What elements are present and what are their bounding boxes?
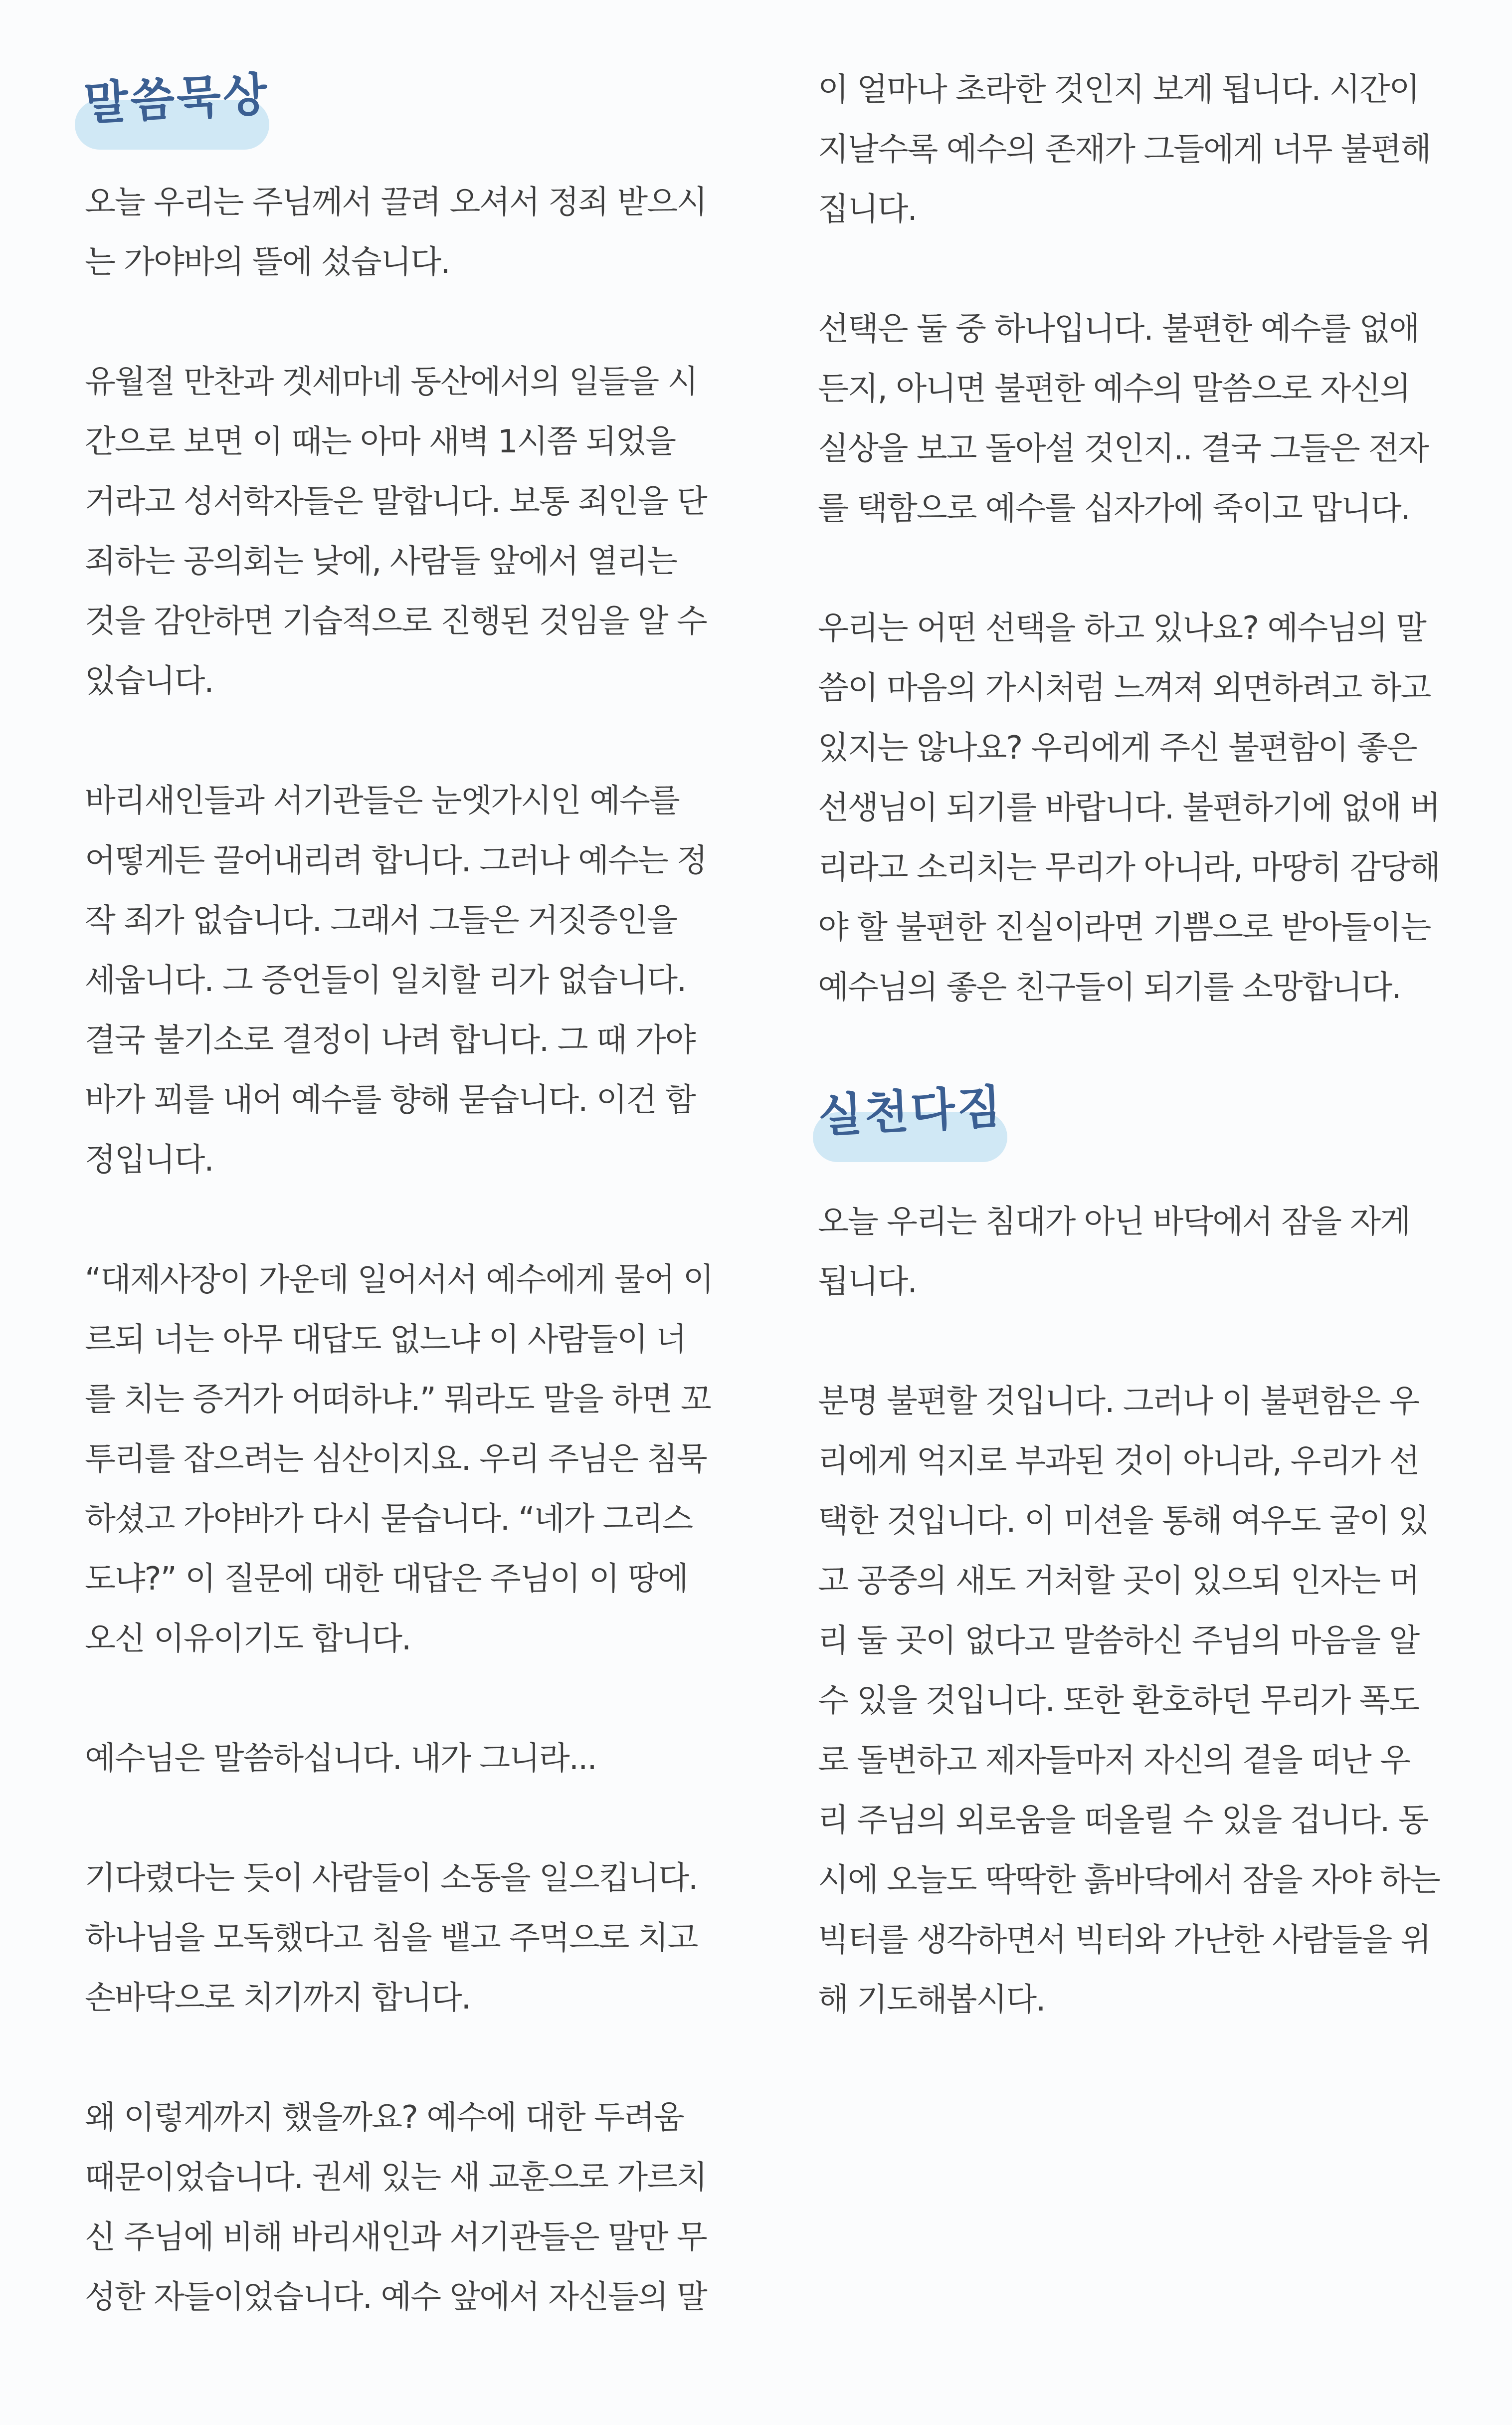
- text-line: 때문이었습니다. 권세 있는 새 교훈으로 가르치: [85, 2159, 707, 2196]
- text-line: 것을 감안하면 기습적으로 진행된 것임을 알 수: [85, 603, 707, 640]
- text-line: 하셨고 가야바가 다시 묻습니다. “네가 그리스: [85, 1501, 693, 1538]
- paragraph-spacer: [818, 239, 1506, 299]
- text-line: 오신 이유이기도 합니다.: [85, 1620, 411, 1657]
- text-line: 로 돌변하고 제자들마저 자신의 곁을 떠난 우: [818, 1742, 1410, 1779]
- paragraph-spacer: [818, 1312, 1506, 1372]
- text-line: 손바닥으로 치기까지 합니다.: [85, 1980, 470, 2017]
- text-line: 기다렸다는 듯이 사람들이 소동을 일으킵니다.: [85, 1860, 698, 1897]
- text-line: 리라고 소리치는 무리가 아니라, 마땅히 감당해: [818, 849, 1440, 886]
- paragraph: [818, 1192, 1506, 1312]
- text-line: 세웁니다. 그 증언들이 일치할 리가 없습니다.: [85, 962, 686, 999]
- text-line: 집니다.: [818, 191, 917, 228]
- text-line: 왜 이렇게까지 했을까요? 예수에 대한 두려움: [85, 2099, 684, 2136]
- text-line: 리 둘 곳이 없다고 말씀하신 주님의 마음을 알: [818, 1622, 1419, 1659]
- text-line: 실상을 보고 돌아설 것인지.. 결국 그들은 전자: [818, 430, 1428, 467]
- text-line: 야 할 불편한 진실이라면 기쁨으로 받아들이는: [818, 909, 1431, 946]
- text-line: 를 택함으로 예수를 십자가에 죽이고 맙니다.: [818, 490, 1410, 527]
- text-line: 선택은 둘 중 하나입니다. 불편한 예수를 없애: [818, 311, 1419, 348]
- paragraph: [85, 771, 773, 1190]
- text-line: 수 있을 것입니다. 또한 환호하던 무리가 폭도: [818, 1682, 1419, 1719]
- text-line: 리에게 억지로 부과된 것이 아니라, 우리가 선: [818, 1443, 1419, 1480]
- text-line: 빅터를 생각하면서 빅터와 가난한 사람들을 위: [818, 1922, 1431, 1959]
- paragraph: [85, 1848, 773, 2028]
- paragraph: [85, 352, 773, 711]
- text-line: 죄하는 공의회는 낮에, 사람들 앞에서 열리는: [85, 543, 677, 580]
- paragraph-spacer: [85, 1789, 773, 1848]
- right-bottom-body: [818, 1192, 1506, 2030]
- left-body: [85, 173, 773, 2327]
- text-line: 오늘 우리는 주님께서 끌려 오셔서 정죄 받으시: [85, 184, 707, 221]
- text-line: 오늘 우리는 침대가 아닌 바닥에서 잠을 자게: [818, 1204, 1410, 1240]
- text-line: 는 가야바의 뜰에 섰습니다.: [85, 244, 450, 281]
- paragraph: [85, 173, 773, 292]
- paragraph-spacer: [85, 711, 773, 771]
- paragraph: [818, 60, 1506, 239]
- text-line: 됩니다.: [818, 1263, 917, 1300]
- text-line: 결국 불기소로 결정이 나려 합니다. 그 때 가야: [85, 1022, 695, 1059]
- heading-practice: 실천다짐: [816, 1080, 1005, 1143]
- paragraph-spacer: [818, 539, 1506, 599]
- text-line: 지날수록 예수의 존재가 그들에게 너무 불편해: [818, 131, 1431, 168]
- paragraph: [85, 1729, 773, 1789]
- text-line: 정입니다.: [85, 1142, 213, 1179]
- text-line: 투리를 잡으려는 심산이지요. 우리 주님은 침묵: [85, 1441, 707, 1478]
- text-line: 유월절 만찬과 겟세마네 동산에서의 일들을 시: [85, 364, 698, 401]
- right-column-bottom: [818, 1192, 1506, 2030]
- text-line: 선생님이 되기를 바랍니다. 불편하기에 없애 버: [818, 790, 1440, 826]
- paragraph-spacer: [85, 1669, 773, 1729]
- text-line: “대제사장이 가운데 일어서서 예수에게 물어 이: [85, 1261, 713, 1298]
- text-line: 를 치는 증거가 어떠하냐.” 뭐라도 말을 하면 꼬: [85, 1381, 711, 1418]
- text-line: 성한 자들이었습니다. 예수 앞에서 자신들의 말: [85, 2279, 707, 2316]
- text-line: 거라고 성서학자들은 말합니다. 보통 죄인을 단: [85, 483, 707, 520]
- paragraph: [818, 299, 1506, 539]
- text-line: 간으로 보면 이 때는 아마 새벽 1시쯤 되었을: [85, 423, 676, 460]
- text-line: 있습니다.: [85, 663, 213, 700]
- paragraph-spacer: [85, 292, 773, 352]
- text-line: 우리는 어떤 선택을 하고 있나요? 예수님의 말: [818, 610, 1426, 647]
- text-line: 어떻게든 끌어내리려 합니다. 그러나 예수는 정: [85, 842, 707, 879]
- text-line: 리 주님의 외로움을 떠올릴 수 있을 겁니다. 동: [818, 1802, 1428, 1839]
- text-line: 고 공중의 새도 거처할 곳이 있으되 인자는 머: [818, 1563, 1419, 1600]
- paragraph: [818, 1372, 1506, 2030]
- text-line: 바가 꾀를 내어 예수를 향해 묻습니다. 이건 함: [85, 1082, 695, 1119]
- left-column: [85, 173, 773, 2327]
- right-column-top: [818, 60, 1506, 1017]
- text-line: 작 죄가 없습니다. 그래서 그들은 거짓증인을: [85, 902, 677, 939]
- text-line: 르되 너는 아무 대답도 없느냐 이 사람들이 너: [85, 1321, 686, 1358]
- text-line: 예수님의 좋은 친구들이 되기를 소망합니다.: [818, 969, 1401, 1006]
- text-line: 해 기도해봅시다.: [818, 1982, 1045, 2019]
- heading-meditation: 말씀묵상: [82, 67, 271, 131]
- paragraph-spacer: [85, 1190, 773, 1250]
- text-line: 예수님은 말씀하십니다. 내가 그니라...: [85, 1740, 596, 1777]
- paragraph-spacer: [85, 2028, 773, 2088]
- paragraph: [85, 2088, 773, 2327]
- text-line: 바리새인들과 서기관들은 눈엣가시인 예수를: [85, 783, 679, 819]
- text-line: 신 주님에 비해 바리새인과 서기관들은 말만 무: [85, 2219, 707, 2256]
- paragraph: [85, 1250, 773, 1669]
- right-top-body: [818, 60, 1506, 1017]
- text-line: 분명 불편할 것입니다. 그러나 이 불편함은 우: [818, 1383, 1419, 1420]
- text-line: 씀이 마음의 가시처럼 느껴져 외면하려고 하고: [818, 670, 1431, 707]
- text-line: 하나님을 모독했다고 침을 뱉고 주먹으로 치고: [85, 1920, 698, 1957]
- text-line: 있지는 않나요? 우리에게 주신 불편함이 좋은: [818, 730, 1417, 767]
- text-line: 든지, 아니면 불편한 예수의 말씀으로 자신의: [818, 371, 1410, 407]
- text-line: 시에 오늘도 딱딱한 흙바닥에서 잠을 자야 하는: [818, 1862, 1440, 1899]
- text-line: 도냐?” 이 질문에 대한 대답은 주님이 이 땅에: [85, 1561, 688, 1598]
- paragraph: [818, 599, 1506, 1017]
- text-line: 택한 것입니다. 이 미션을 통해 여우도 굴이 있: [818, 1503, 1428, 1540]
- text-line: 이 얼마나 초라한 것인지 보게 됩니다. 시간이: [818, 71, 1419, 108]
